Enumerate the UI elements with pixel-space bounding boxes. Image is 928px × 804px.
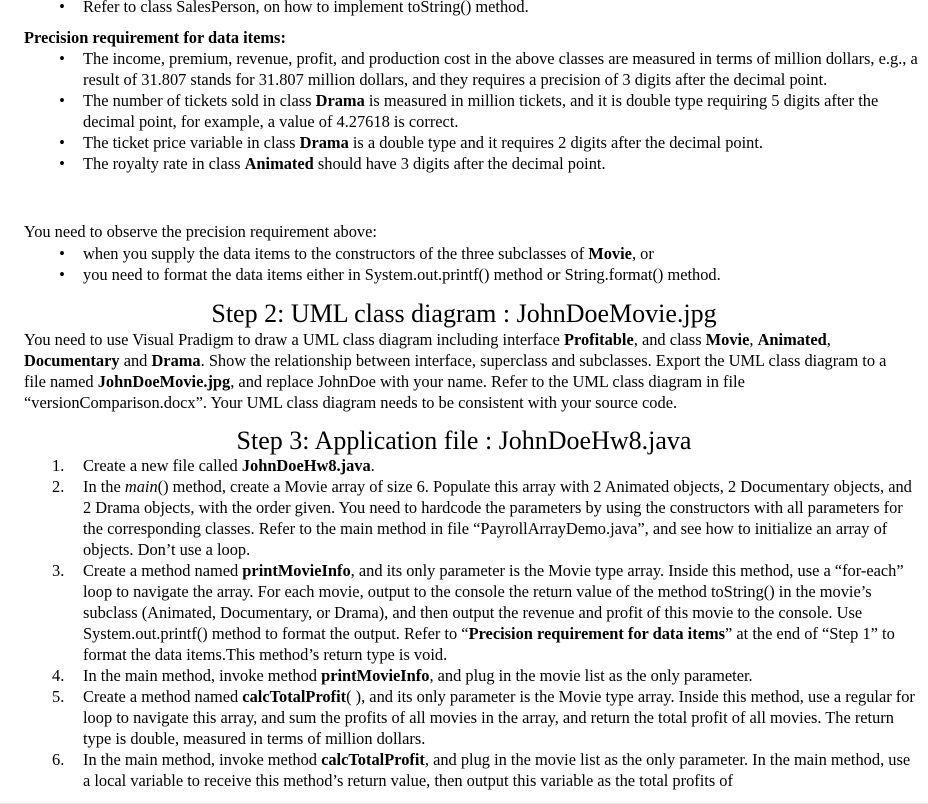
list-item: • The ticket price variable in class Drama is a double type and it requires 2 digits after the decimal point.	[0, 132, 921, 153]
list-number: 5.	[52, 687, 65, 706]
list-number: 1.	[52, 456, 65, 475]
bullet-icon: •	[59, 91, 65, 110]
list-item: 3. Create a method named printMovieInfo, and its only parameter is the Movie type array. Inside this method, use a “for-each” loop to navigate the array. For each movie, output to the console the return value of the method toString() in the movie’s subclass (Animated, Documentary, or Drama), and then output the revenue and profit of this movie to the console. Use System.out.printf() method to format the output. Refer to “Precision requirement for data items” at the end of “Step 1” to format the data items.This method’s return type is void.	[52, 561, 904, 664]
bullet-icon: •	[59, 49, 65, 68]
step2-heading: Step 2: UML class diagram : JohnDoeMovie.jpg	[211, 299, 717, 328]
list-number: 3.	[52, 561, 65, 580]
list-number: 4.	[52, 666, 65, 685]
list-item: • The number of tickets sold in class Drama is measured in million tickets, and it is double type requiring 5 digits after the decimal point, for example, a value of 4.27618 is correct.	[0, 90, 921, 132]
top-bullet-list	[0, 0, 928, 17]
list-item: • Refer to class SalesPerson, on how to implement toString() method.	[0, 0, 921, 17]
bullet-icon: •	[59, 265, 65, 284]
precision-list	[0, 48, 928, 174]
precision-heading: Precision requirement for data items:	[24, 28, 286, 47]
list-number: 6.	[52, 750, 65, 769]
bullet-icon: •	[59, 154, 65, 173]
list-item: 2. In the main() method, create a Movie array of size 6. Populate this array with 2 Animated objects, 2 Documentary objects, and 2 Drama objects, with the order given. You need to hardcode the parameters by using the constructors with all parameters for the corresponding classes. Refer to the main method in file “PayrollArrayDemo.java”, and see how to initialize an array of objects. Don’t use a loop.	[52, 477, 912, 559]
step3-heading: Step 3: Application file : JohnDoeHw8.java	[236, 426, 692, 455]
list-item: • you need to format the data items either in System.out.printf() method or String.format() method.	[0, 264, 921, 285]
observe-list	[0, 243, 928, 285]
step2-body: You need to use Visual Pradigm to draw a UML class diagram including interface Profitable, and class Movie, Animated, Documentary and Drama. Show the relationship between interface, superclass and subclasses. Export the UML class diagram to a file named JohnDoeMovie.jpg, and replace JohnDoe with your name. Refer to the UML class diagram in file “versionComparison.docx”. Your UML class diagram needs to be consistent with your source code.	[24, 330, 887, 412]
bullet-icon: •	[59, 244, 65, 263]
bullet-icon: •	[59, 0, 65, 16]
list-item: • when you supply the data items to the constructors of the three subclasses of Movie, or	[0, 243, 921, 264]
list-item: 6. In the main method, invoke method calcTotalProfit, and plug in the movie list as the only parameter. In the main method, use a local variable to receive this method’s return value, then output this variable as the total profits of	[52, 750, 911, 790]
list-number: 2.	[52, 477, 65, 496]
step3-list	[0, 455, 928, 791]
bullet-icon: •	[59, 133, 65, 152]
list-item: • The royalty rate in class Animated should have 3 digits after the decimal point.	[0, 153, 921, 174]
list-item: 1. Create a new file called JohnDoeHw8.java.	[52, 456, 375, 475]
list-item: 5. Create a method named calcTotalProfit( ), and its only parameter is the Movie type array. Inside this method, use a regular for loop to navigate this array, and sum the profits of all movies in the array, and return the total profit of all movies. The return type is double, measured in terms of million dollars.	[52, 687, 915, 748]
observe-intro: You need to observe the precision requirement above:	[24, 222, 377, 241]
list-item: • The income, premium, revenue, profit, and production cost in the above classes are measured in terms of million dollars, e.g., a result of 31.807 stands for 31.807 million dollars, and they requires a precision of 3 digits after the decimal point.	[0, 48, 921, 90]
page-bottom-edge	[0, 797, 928, 804]
list-item: 4. In the main method, invoke method printMovieInfo, and plug in the movie list as the only parameter.	[52, 666, 753, 685]
